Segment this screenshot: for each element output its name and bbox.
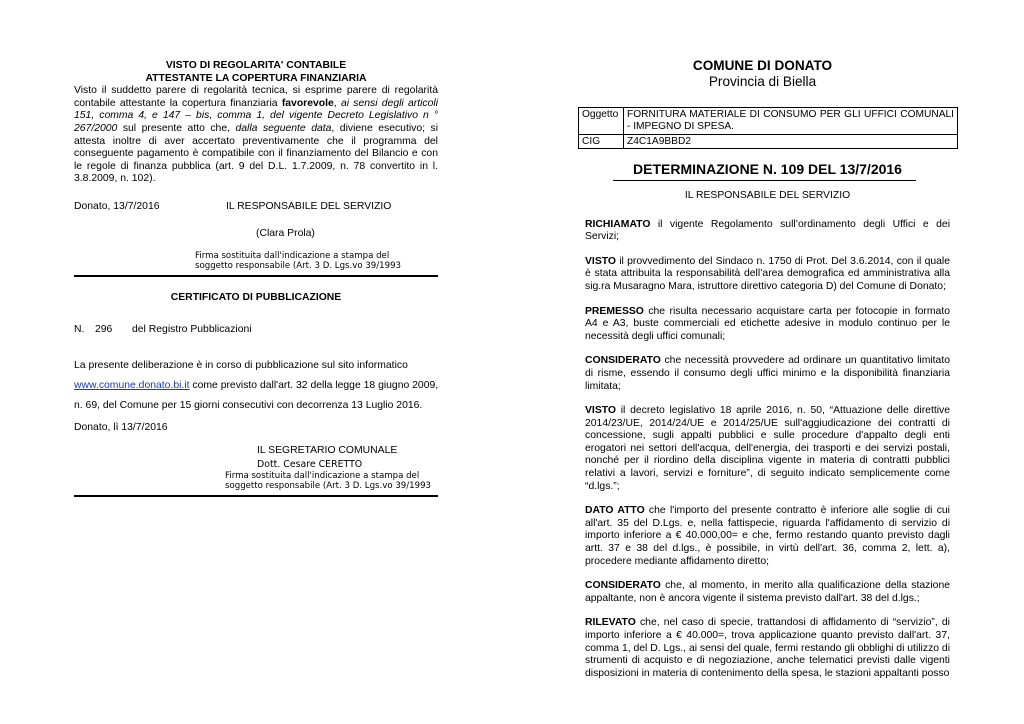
determinazione-underline bbox=[613, 180, 916, 181]
paragraph-keyword: CONSIDERATO bbox=[585, 580, 661, 592]
visto-text-2: , bbox=[333, 97, 341, 109]
segretario-name: Dott. Cesare CERETTO bbox=[257, 459, 363, 471]
place-date: Donato, 13/7/2016 bbox=[74, 200, 160, 212]
visto-favorevole: favorevole bbox=[281, 97, 334, 109]
body-paragraph bbox=[585, 219, 950, 244]
cig-row bbox=[579, 134, 958, 149]
firma-note-2 bbox=[74, 471, 438, 492]
visto-text-6: , diviene esecutivo; si attesta inoltre di aver accertato preventivamente che il programma del conseguente pagamento è compatibile con il finanziamento del Bilancio e con le regole di finanza pubblica (art. 9 del D.L. 1.7.2009, n. 78 convertito in l. 3.8.2009, n. 102). bbox=[74, 122, 438, 185]
paragraph-text: che l'importo del presente contratto è inferiore alle soglie di cui all'art. 35 del D.Lgs. e, nella fattispecie, riguarda l'affidamento di servizio di importo inferiore a € 40.000,00= e che, fermo restando quanto previsto dagli artt. 37 e 38 del d.lgs., è possibile, in virtù dell'art. 36, comma 2, lett. a), procedere mediante affidamento diretto; bbox=[585, 505, 950, 567]
pub-line-2-text: come previsto dall'art. 32 della legge 18 giugno 2009, bbox=[189, 379, 439, 391]
firma-note-2-line-2: soggetto responsabile (Art. 3 D. Lgs.vo 39/1993 bbox=[225, 481, 432, 492]
paragraph-text: il provvedimento del Sindaco n. 1750 di Prot. Del 3.6.2014, con il quale è stata attribuita la responsabilità dell’area demografica ed amministrativa alla sig.ra Musaragno Mara, istruttore direttivo categoria D) del Comune di Donato; bbox=[585, 255, 950, 292]
visto-text-5: dalla seguente data bbox=[235, 122, 332, 134]
registro-number: 296 bbox=[95, 324, 113, 336]
comune-title: COMUNE DI DONATO bbox=[692, 58, 833, 73]
paragraph-keyword: VISTO bbox=[585, 405, 616, 417]
paragraph-keyword: CONSIDERATO bbox=[585, 355, 661, 367]
oggetto-table bbox=[578, 107, 958, 149]
paragraph-keyword: DATO ATTO bbox=[585, 505, 645, 517]
cert-title: CERTIFICATO DI PUBBLICAZIONE bbox=[170, 291, 342, 303]
comune-link[interactable]: www.comune.donato.bi.it bbox=[74, 379, 190, 391]
segretario-label: IL SEGRETARIO COMUNALE bbox=[257, 444, 398, 456]
registro-row bbox=[74, 324, 438, 337]
provincia: Provincia di Biella bbox=[708, 74, 817, 89]
paragraph-keyword: RICHIAMATO bbox=[585, 218, 651, 230]
oggetto-row bbox=[579, 108, 958, 135]
visto-title-2: ATTESTANTE LA COPERTURA FINANZIARIA bbox=[145, 72, 367, 84]
place-date-2: Donato, lì 13/7/2016 bbox=[74, 422, 168, 434]
visto-text-3: ai sensi degli articoli 151, comma 4, e 147 – bis, comma 1, del vigente Decreto Legislativo n ° 267/2000 bbox=[74, 97, 438, 134]
cig-value: Z4C1A9BBD2 bbox=[624, 134, 958, 149]
right-column bbox=[582, 58, 954, 692]
paragraph-keyword: RILEVATO bbox=[585, 617, 636, 629]
firma-note-line-2: soggetto responsabile (Art. 3 D. Lgs.vo 39/1993 bbox=[195, 261, 402, 272]
paragraph-text: che, nel caso di specie, trattandosi di affidamento di “servizio”, di importo inferiore a € 40.000=, trova applicazione quanto previsto dall'art. 37, comma 1, del D. Lgs., ai sensi del quale, fermi restando gli obblighi di utilizzo di strumenti di acquisto e di negoziazione, anche telematici previsti dalle vigenti disposizioni in materia di contenimento della spesa, le stazioni appaltanti posso bbox=[585, 617, 951, 679]
firma-note-line-1: Firma sostituita dall'indicazione a stampa del bbox=[195, 250, 390, 261]
oggetto-value: FORNITURA MATERIALE DI CONSUMO PER GLI UFFICI COMUNALI - IMPEGNO DI SPESA. bbox=[624, 108, 958, 135]
firma-note-2-line-1: Firma sostituita dall'indicazione a stampa del bbox=[225, 470, 420, 481]
paragraph-text: che, al momento, in merito alla qualificazione della stazione appaltante, non è ancora vigente il sistema previsto dall'art. 38 del d.lgs.; bbox=[585, 580, 950, 604]
visto-text-1: Visto il suddetto parere di regolarità tecnica, si esprime parere di regolarità contabile attestante la copertura finanziaria bbox=[74, 85, 438, 109]
pub-line-1: La presente deliberazione è in corso di pubblicazione sul sito informatico bbox=[74, 360, 408, 372]
body-paragraph bbox=[585, 580, 950, 605]
responsabile-label: IL RESPONSABILE DEL SERVIZIO bbox=[226, 200, 392, 212]
pub-line-3: n. 69, del Comune per 15 giorni consecutivi con decorrenza 13 Luglio 2016. bbox=[74, 399, 423, 411]
registro-n: N. bbox=[74, 324, 85, 336]
paragraph-text: il vigente Regolamento sull’ordinamento degli Uffici e dei Servizi; bbox=[585, 218, 950, 243]
paragraph-keyword: PREMESSO bbox=[585, 305, 644, 317]
body-paragraph bbox=[585, 405, 950, 493]
signature-row bbox=[74, 201, 438, 214]
visto-paragraph bbox=[74, 85, 438, 186]
oggetto-label: Oggetto bbox=[579, 108, 624, 135]
registro-label: del Registro Pubblicazioni bbox=[132, 324, 252, 336]
body-paragraph bbox=[585, 617, 950, 680]
paragraph-text: che risulta necessario acquistare carta per fotocopie in formato A4 e A3, buste commerciali ed etichette adesive in modulo continuo per le necessità degli uffici comunali; bbox=[585, 305, 950, 342]
cig-label: CIG bbox=[579, 134, 624, 149]
pub-line-2 bbox=[74, 380, 438, 393]
divider-1 bbox=[74, 275, 438, 277]
body-paragraph bbox=[585, 256, 950, 294]
left-column bbox=[74, 60, 438, 497]
paragraph-keyword: VISTO bbox=[585, 255, 616, 267]
responsabile-heading: IL RESPONSABILE DEL SERVIZIO bbox=[684, 189, 851, 201]
paragraph-text: il decreto legislativo 18 aprile 2016, n. 50, “Attuazione delle direttive 2014/23/UE, 2014/24/UE e 2014/25/UE sull'aggiudicazione dei contratti di concessione, sugli appalti pubblici e sulle procedure d'appalto degli enti erogatori nei settori dell'acqua, dell'energia, dei trasporti e dei servizi postali, nonché per il riordino della disciplina vigente in materia di contratti pubblici relativi a lavori, servizi e forniture”, di seguito indicato semplicemente come “d.lgs.”; bbox=[585, 405, 950, 492]
body-paragraph bbox=[585, 306, 950, 344]
determinazione-body bbox=[585, 219, 950, 681]
determinazione-title bbox=[585, 163, 950, 176]
body-paragraph bbox=[585, 355, 950, 393]
visto-text-4: sul presente atto che, bbox=[117, 122, 236, 134]
responsabile-name: (Clara Prola) bbox=[256, 227, 315, 239]
paragraph-text: che necessità provvedere ad ordinare un quantitativo limitato di risme, essendo il consumo degli uffici minimo e la disponibilità finanziaria limitata; bbox=[585, 355, 950, 392]
divider-2 bbox=[74, 495, 438, 497]
visto-title-1: VISTO DI REGOLARITA' CONTABILE bbox=[165, 60, 347, 71]
body-paragraph bbox=[585, 505, 950, 568]
firma-note bbox=[74, 251, 438, 272]
determinazione-text: DETERMINAZIONE N. 109 DEL 13/7/2016 bbox=[633, 161, 902, 178]
